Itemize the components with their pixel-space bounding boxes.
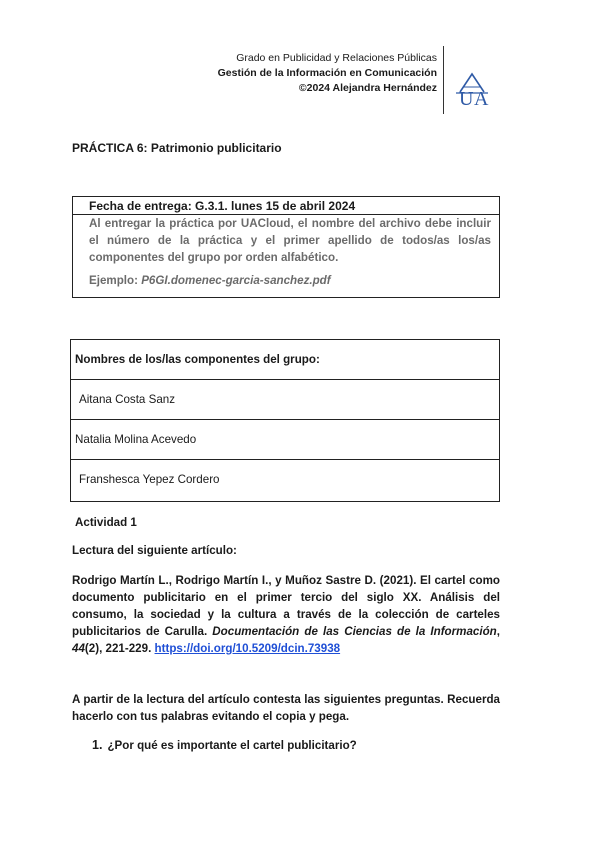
example-label: Ejemplo: — [89, 274, 138, 287]
header-course: Gestión de la Información en Comunicación — [217, 67, 437, 79]
member-name: Aitana Costa Sanz — [79, 393, 176, 406]
article-reference: Rodrigo Martín L., Rodrigo Martín I., y Muñoz Sastre D. (2021). El cartel como documento publicitario en el primer tercio del siglo XX. Análisis del consumo, la sociedad y la cultura a través de la colección de carteles publicitarios de Carulla. Documentación de las Ciencias de la Información, 44(2), 221-229. https://doi.org/10.5209/dcin.73938 — [72, 574, 500, 655]
table-header: Nombres de los/las componentes del grupo: — [75, 353, 320, 366]
question-item — [92, 738, 357, 752]
header-divider — [443, 46, 444, 114]
header-degree: Grado en Publicidad y Relaciones Públicas — [236, 52, 437, 64]
reference-authors: Rodrigo Martín L., Rodrigo Martín I., y Muñoz Sastre D. (2021). El cartel como documento publicitario en el primer tercio del siglo XX. Análisis del consumo, la sociedad y la cultura a través de la colección de carteles publicitarios de Carulla. — [72, 574, 500, 638]
table-row — [71, 420, 499, 460]
practice-title: PRÁCTICA 6: Patrimonio publicitario — [72, 141, 282, 155]
table-header-row — [71, 340, 499, 380]
member-name: Natalia Molina Acevedo — [75, 433, 197, 446]
due-date: Fecha de entrega: G.3.1. lunes 15 de abril 2024 — [89, 199, 356, 213]
reference-issue-pages: (2), 221-229. — [84, 642, 152, 655]
reading-label: Lectura del siguiente artículo: — [72, 544, 237, 557]
reference-journal: Documentación de las Ciencias de la Información — [212, 625, 497, 638]
delivery-instructions: Al entregar la práctica por UACloud, el nombre del archivo debe incluir el número de la práctica y el primer apellido de todos/as los/as componentes del grupo por orden alfabético. — [89, 217, 491, 264]
member-name: Franshesca Yepez Cordero — [79, 473, 220, 486]
delivery-header-row — [73, 197, 499, 215]
doi-link[interactable]: https://doi.org/10.5209/dcin.73938 — [154, 642, 341, 655]
activity-title: Actividad 1 — [75, 516, 137, 529]
question-number: 1. — [92, 738, 103, 752]
table-row — [71, 380, 499, 420]
reference-volume: 44 — [72, 642, 85, 655]
example-filename: P6GI.domenec-garcia-sanchez.pdf — [141, 274, 331, 287]
ua-logo-text: UA — [459, 88, 489, 110]
delivery-box — [72, 196, 500, 298]
questions-intro: A partir de la lectura del artículo contesta las siguientes preguntas. Recuerda hacerlo con tus palabras evitando el copia y pega. — [72, 693, 500, 723]
question-text: ¿Por qué es importante el cartel publicitario? — [107, 739, 357, 752]
header-copyright: ©2024 Alejandra Hernández — [298, 82, 437, 94]
table-row — [71, 460, 499, 501]
filename-example — [89, 274, 331, 287]
group-members-table — [70, 339, 500, 502]
